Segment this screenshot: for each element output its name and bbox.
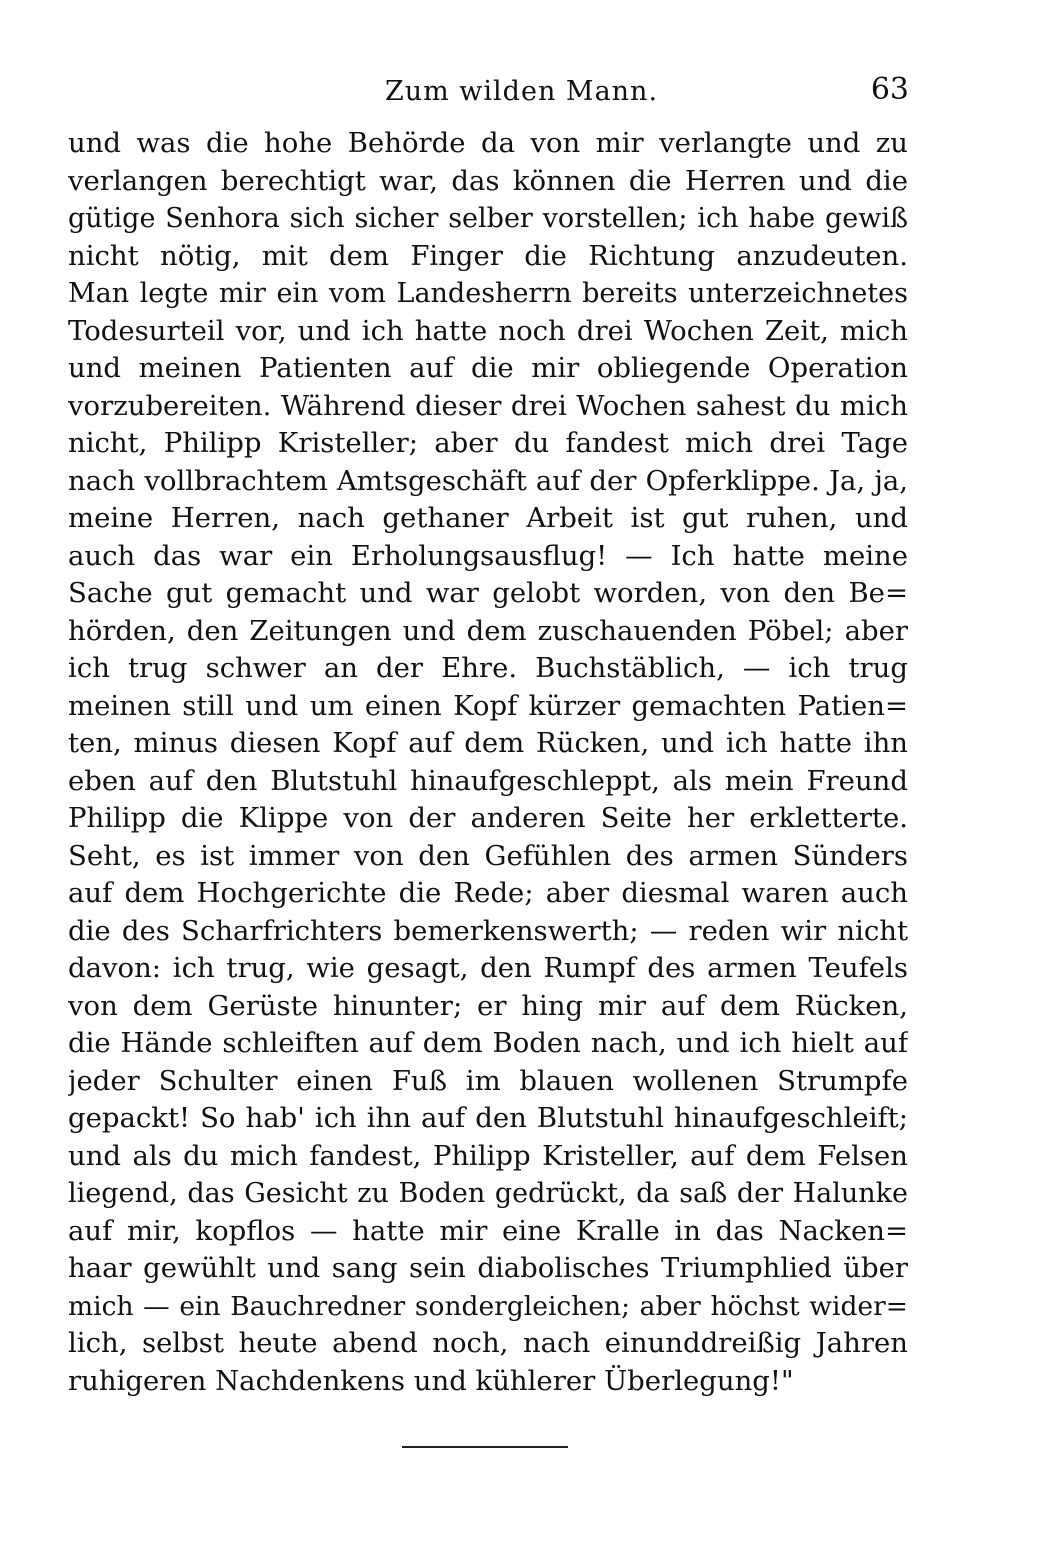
text-line: mich — ein Bauchredner sondergleichen; aber höchst wider= xyxy=(68,1290,908,1322)
text-line: jeder Schulter einen Fuß im blauen wollenen Strumpfe xyxy=(68,1064,908,1097)
text-line: und was die hohe Behörde da von mir verlangte und zu xyxy=(68,127,908,159)
text-line-last: ruhigeren Nachdenkens und kühlerer Überlegung!" xyxy=(68,1364,794,1397)
text-line: die Hände schleiften auf dem Boden nach, und ich hielt auf xyxy=(68,1027,908,1059)
text-line: meinen still und um einen Kopf kürzer gemachten Patien= xyxy=(68,689,908,722)
text-line: nach vollbrachtem Amtsgeschäft auf der Opferklippe. Ja, ja, xyxy=(68,464,908,497)
text-line: ich trug schwer an der Ehre. Buchstäblich, — ich trug xyxy=(68,652,908,684)
text-line: davon: ich trug, wie gesagt, den Rumpf des armen Teufels xyxy=(68,952,908,984)
text-line: hörden, den Zeitungen und dem zuschauenden Pöbel; aber xyxy=(68,614,908,647)
text-line: Todesurteil vor, und ich hatte noch drei Wochen Zeit, mich xyxy=(68,314,908,347)
text-line: eben auf den Blutstuhl hinaufgeschleppt, als mein Freund xyxy=(68,764,908,797)
body-text xyxy=(68,125,908,1400)
text-line: Sache gut gemacht und war gelobt worden, von den Be= xyxy=(68,577,908,609)
text-line: haar gewühlt und sang sein diabolisches Triumphlied über xyxy=(68,1252,908,1284)
text-line: und meinen Patienten auf die mir obliegende Operation xyxy=(68,352,908,384)
text-line: auf dem Hochgerichte die Rede; aber diesmal waren auch xyxy=(68,877,908,909)
text-line: nicht nötig, mit dem Finger die Richtung anzudeuten. xyxy=(68,239,908,272)
text-line: von dem Gerüste hinunter; er hing mir auf dem Rücken, xyxy=(68,989,908,1022)
text-line: liegend, das Gesicht zu Boden gedrückt, da saß der Halunke xyxy=(68,1178,908,1209)
text-line: verlangen berechtigt war, das können die Herren und die xyxy=(68,164,908,197)
end-of-section-rule xyxy=(402,1446,568,1448)
text-line: Seht, es ist immer von den Gefühlen des armen Sünders xyxy=(68,839,908,872)
running-title: Zum wilden Mann. xyxy=(384,76,659,107)
text-line: lich, selbst heute abend noch, nach einunddreißig Jahren xyxy=(68,1327,908,1359)
text-line: gütige Senhora sich sicher selber vorstellen; ich habe gewiß xyxy=(68,203,908,234)
text-line: auf mir, kopflos — hatte mir eine Kralle in das Nacken= xyxy=(68,1214,908,1247)
text-line: Philipp die Klippe von der anderen Seite her erkletterte. xyxy=(68,802,908,834)
text-line: auch das war ein Erholungsausflug! — Ich hatte meine xyxy=(68,539,908,572)
text-line: nicht, Philipp Kristeller; aber du fandest mich drei Tage xyxy=(68,427,908,459)
text-line: meine Herren, nach gethaner Arbeit ist gut ruhen, und xyxy=(68,502,908,534)
text-line: gepackt! So hab' ich ihn auf den Blutstuhl hinaufgeschleift; xyxy=(68,1102,908,1134)
text-line: vorzubereiten. Während dieser drei Wochen sahest du mich xyxy=(68,389,908,422)
text-line: die des Scharfrichters bemerkenswerth; — reden wir nicht xyxy=(68,914,908,947)
page-number: 63 xyxy=(870,72,909,107)
text-line: und als du mich fandest, Philipp Kristeller, auf dem Felsen xyxy=(68,1139,908,1172)
text-line: ten, minus diesen Kopf auf dem Rücken, und ich hatte ihn xyxy=(68,727,908,759)
text-line: Man legte mir ein vom Landesherrn bereits unterzeichnetes xyxy=(68,278,908,309)
